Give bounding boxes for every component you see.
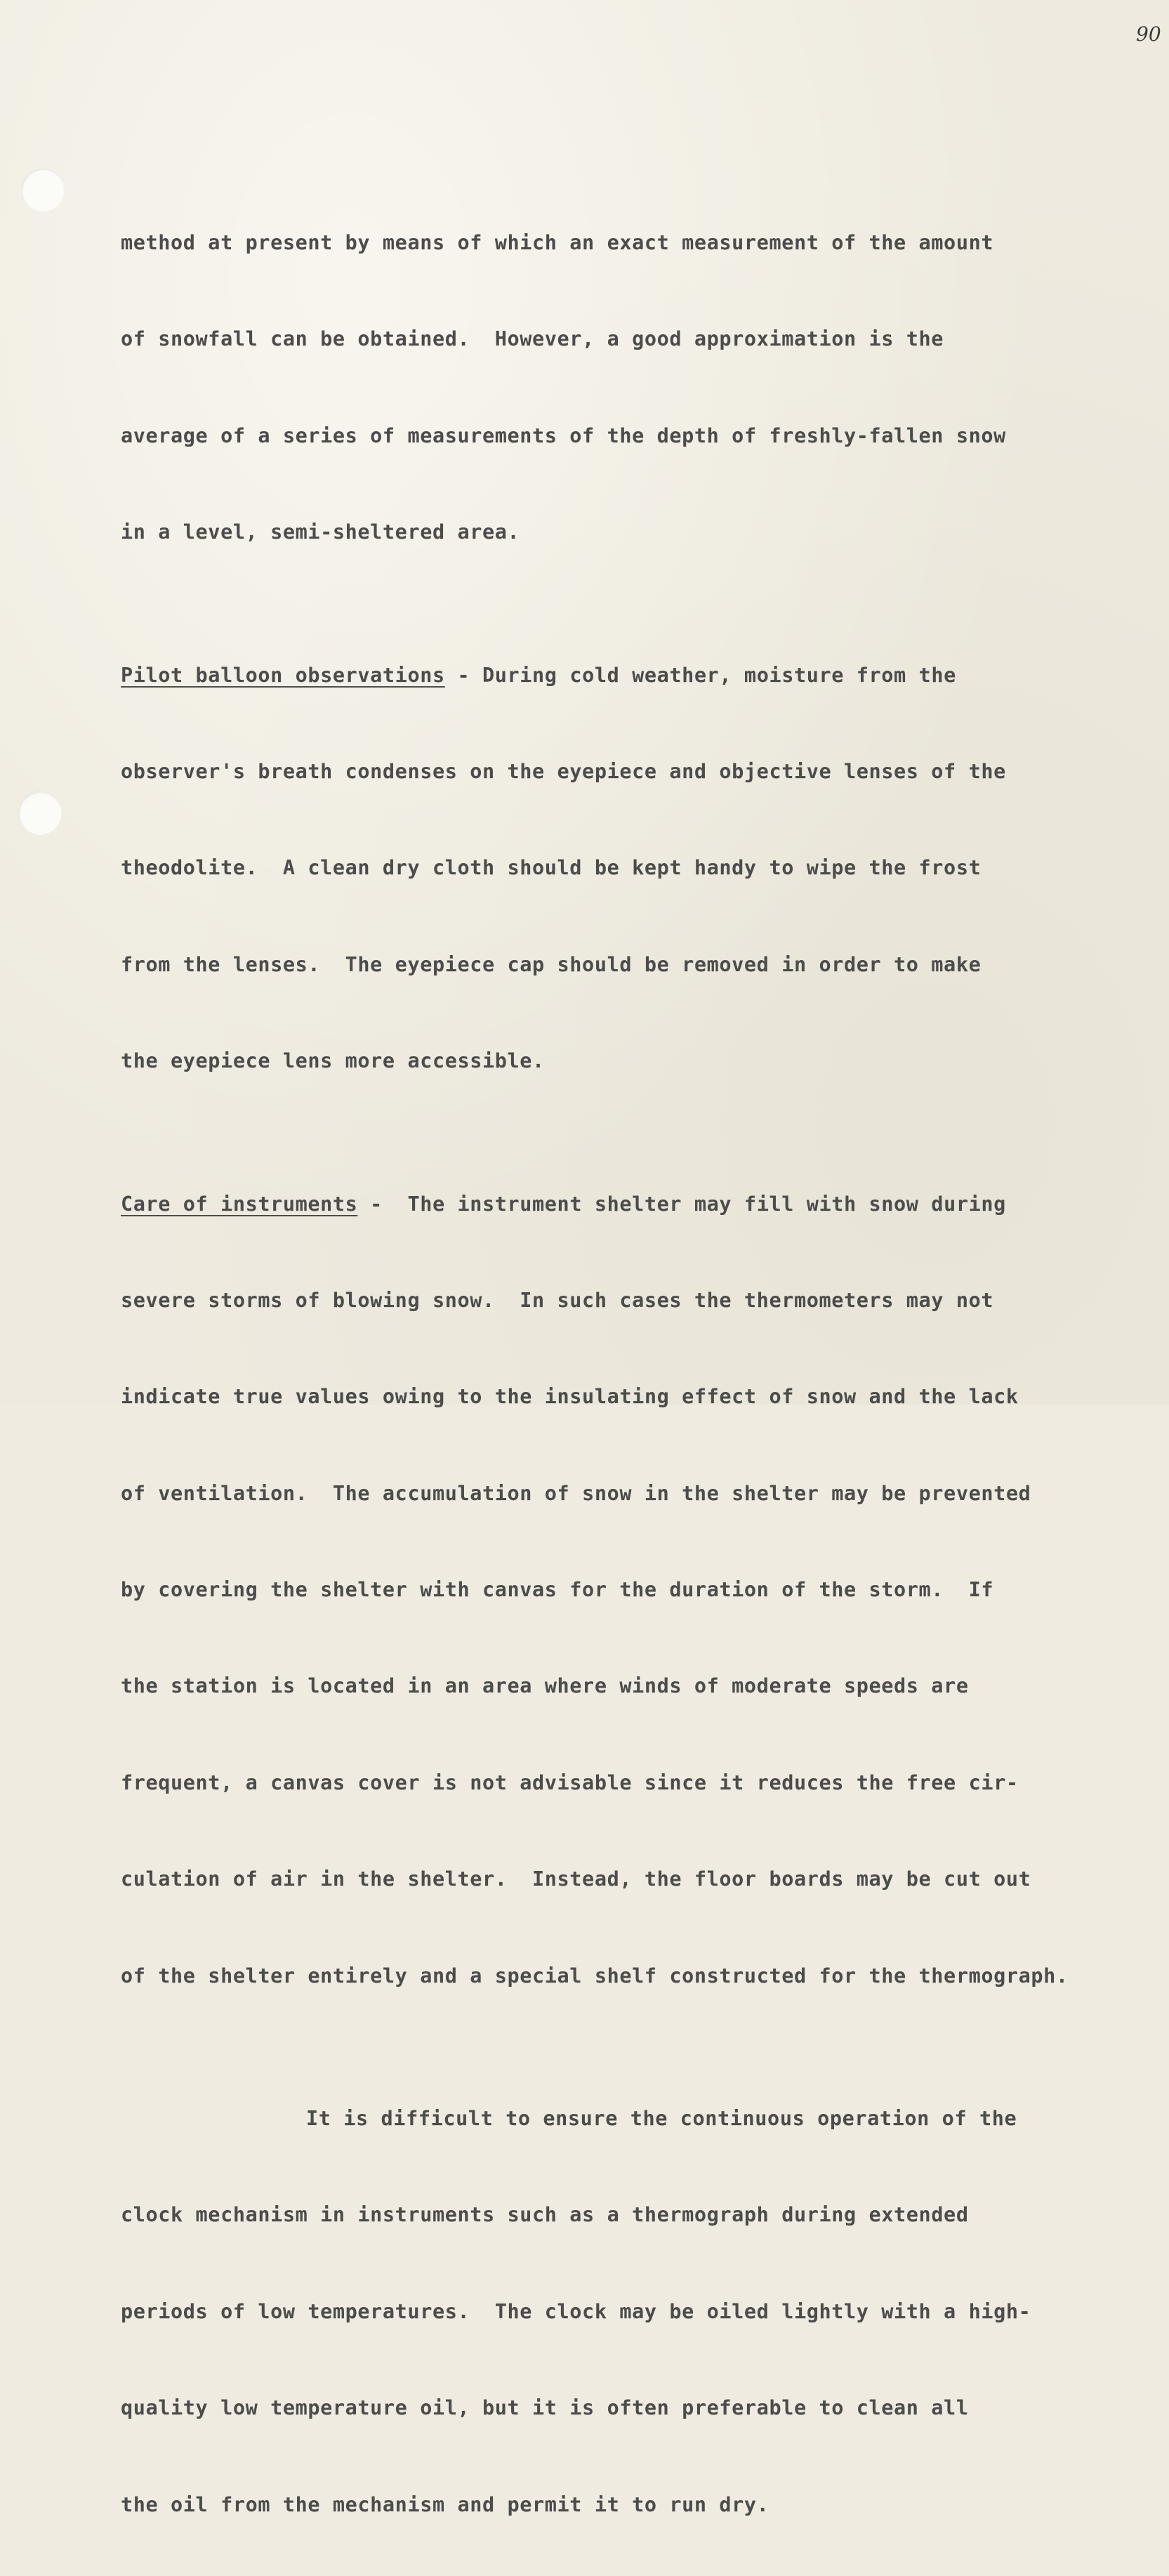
indented-first-line: It is difficult to ensure the continuous operation of the: [306, 2107, 1017, 2131]
text-line: culation of air in the shelter. Instead, the floor boards may be cut out: [121, 1867, 1031, 1891]
text-line: of the shelter entirely and a special shelf constructed for the thermograph.: [121, 1964, 1069, 1987]
text-line: by covering the shelter with canvas for the duration of the storm. If: [121, 1578, 994, 1602]
document-body: [121, 125, 1104, 2576]
page-number: 90: [1136, 22, 1161, 46]
text-line: from the lenses. The eyepiece cap should be removed in order to make: [121, 952, 982, 976]
text-line: frequent, a canvas cover is not advisable since it reduces the free cir-: [121, 1770, 1019, 1794]
text-line: observer's breath condenses on the eyepiece and objective lenses of the: [121, 759, 1006, 783]
text-line: method at present by means of which an exact measurement of the amount: [121, 231, 994, 254]
text-line: clock mechanism in instruments such as a thermograph during extended: [121, 2203, 969, 2227]
text-line: of snowfall can be obtained. However, a good approximation is the: [121, 327, 944, 351]
text-line: severe storms of blowing snow. In such cases the thermometers may not: [121, 1288, 994, 1312]
text-line: average of a series of measurements of the depth of freshly-fallen snow: [121, 423, 1006, 447]
text-line: the station is located in an area where winds of moderate speeds are: [121, 1674, 969, 1698]
section-heading: Pilot balloon observations: [121, 663, 445, 687]
punch-hole: [21, 169, 65, 212]
section-first-line: [121, 650, 1104, 700]
text-run: - During cold weather, moisture from the: [444, 663, 956, 687]
text-run: - The instrument shelter may fill with snow during: [357, 1192, 1006, 1216]
text-line: indicate true values owing to the insulating effect of snow and the lack: [121, 1385, 1019, 1409]
section-first-line: [121, 1179, 1104, 1229]
text-line: the eyepiece lens more accessible.: [121, 1049, 545, 1073]
text-line: of ventilation. The accumulation of snow in the shelter may be prevented: [121, 1481, 1031, 1505]
text-line: the oil from the mechanism and permit it to run dry.: [121, 2492, 770, 2516]
text-line: periods of low temperatures. The clock may be oiled lightly with a high-: [121, 2299, 1031, 2323]
text-line: theodolite. A clean dry cloth should be kept handy to wipe the frost: [121, 856, 982, 880]
text-line: in a level, semi-sheltered area.: [121, 520, 520, 544]
section-heading: Care of instruments: [121, 1192, 358, 1216]
punch-hole: [18, 791, 62, 835]
text-line: quality low temperature oil, but it is often preferable to clean all: [121, 2396, 969, 2420]
